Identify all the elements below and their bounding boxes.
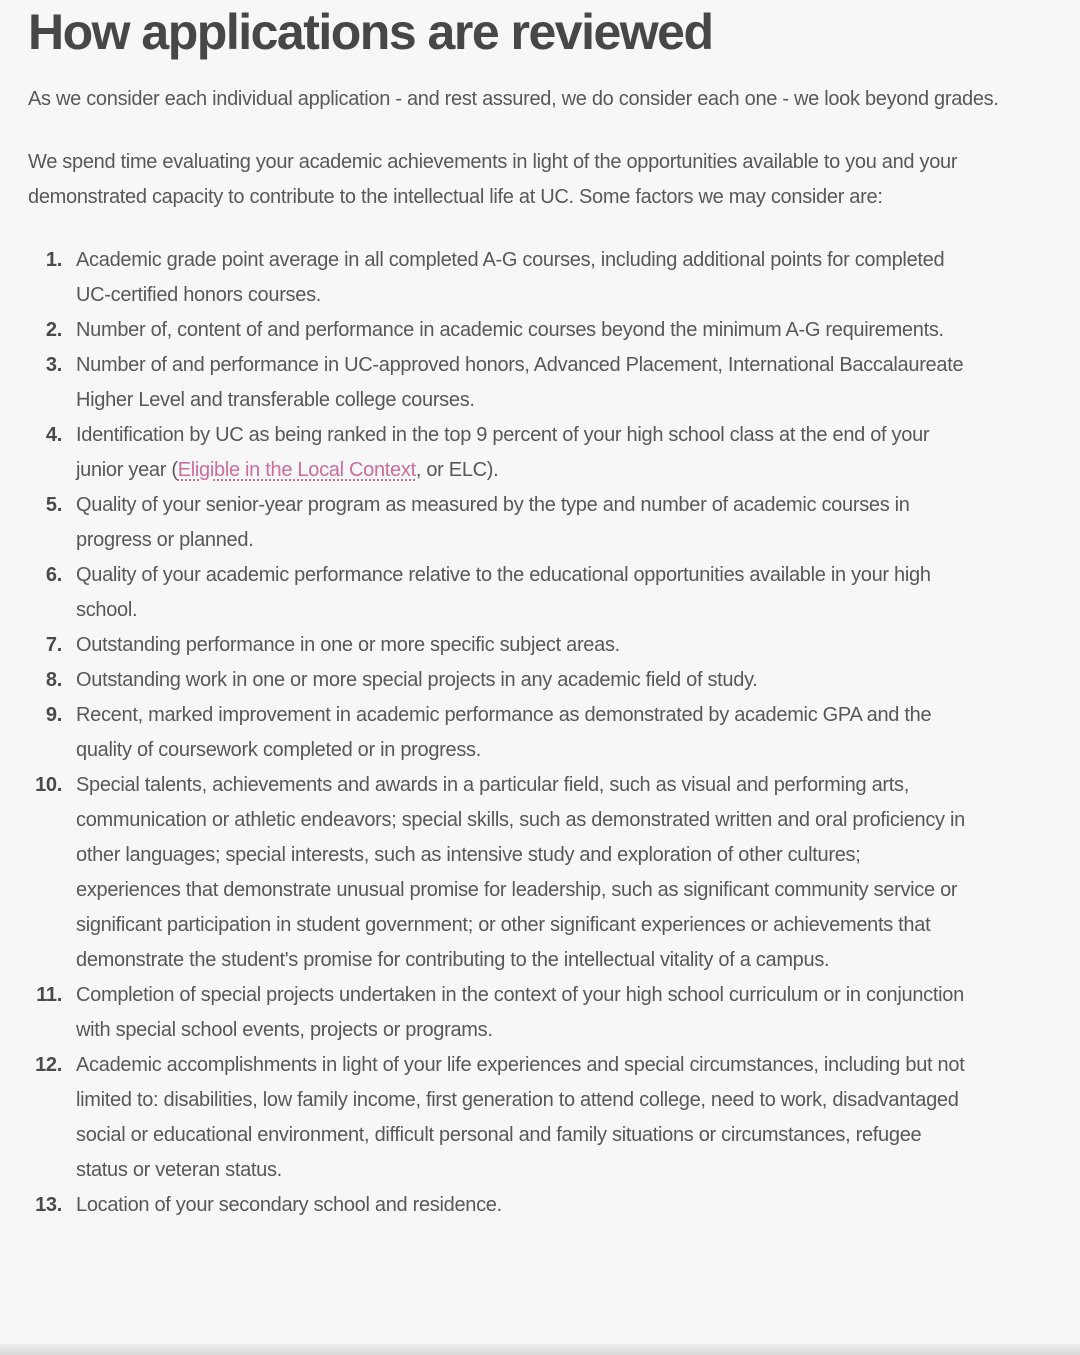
factor-text — [76, 768, 968, 978]
factor-item — [28, 1048, 1034, 1188]
factor-text-segment: Number of and performance in UC-approved honors, Advanced Placement, International Baccalaureate Higher Level and transferable college courses. — [76, 353, 964, 411]
factor-item — [28, 488, 1034, 558]
factor-text — [76, 1048, 968, 1188]
factor-text — [76, 558, 968, 628]
factor-text-segment: Academic grade point average in all completed A-G courses, including additional points for completed UC-certified honors courses. — [76, 248, 945, 306]
factor-text-segment: Quality of your senior-year program as measured by the type and number of academic courses in progress or planned. — [76, 493, 910, 551]
factor-number: 12. — [35, 1053, 62, 1076]
factor-number: 2. — [45, 318, 62, 341]
factor-text-segment: Academic accomplishments in light of your life experiences and special circumstances, including but not limited to: disabilities, low family income, first generation to attend college, need to work, disadvantaged social or educational environment, difficult personal and family situations or circumstances, refugee status or veteran status. — [76, 1053, 965, 1181]
factor-text — [76, 418, 968, 488]
factor-text-segment: Identification by UC as being ranked in the top 9 percent of your high school class at the end of your junior year ( — [76, 423, 930, 481]
factor-item — [28, 978, 1034, 1048]
factor-text — [76, 348, 968, 418]
factor-text-segment: Number of, content of and performance in academic courses beyond the minimum A-G requirements. — [76, 318, 944, 341]
factor-text-segment: Recent, marked improvement in academic performance as demonstrated by academic GPA and the quality of coursework completed or in progress. — [76, 703, 932, 761]
factor-text — [76, 663, 968, 698]
factor-text-segment: Completion of special projects undertaken in the context of your high school curriculum or in conjunction with special school events, projects or programs. — [76, 983, 964, 1041]
elc-link[interactable]: Eligible in the Local Context — [177, 458, 416, 481]
intro-paragraph-2: We spend time evaluating your academic achievements in light of the opportunities available to you and your demonstrated capacity to contribute to the intellectual life at UC. Some factors we may consider are: — [28, 150, 958, 208]
factor-item — [28, 418, 1034, 488]
page-title: How applications are reviewed — [28, 4, 713, 60]
factor-number: 7. — [45, 633, 62, 656]
factor-text-segment: Quality of your academic performance relative to the educational opportunities available in your high school. — [76, 563, 931, 621]
factor-item — [28, 558, 1034, 628]
factor-item — [28, 243, 1034, 313]
factor-item — [28, 313, 1034, 348]
factor-number: 4. — [45, 423, 62, 446]
factor-item — [28, 698, 1034, 768]
factor-text-segment: , or ELC). — [415, 458, 499, 481]
factors-list — [28, 243, 1034, 1223]
factor-text — [76, 698, 968, 768]
factor-text — [76, 243, 968, 313]
factor-number: 11. — [36, 983, 62, 1006]
factor-text-segment: Outstanding performance in one or more specific subject areas. — [76, 633, 620, 656]
factor-text — [76, 313, 968, 348]
factor-text — [76, 488, 968, 558]
factor-item — [28, 628, 1034, 663]
factor-item — [28, 663, 1034, 698]
factor-text-segment: Outstanding work in one or more special projects in any academic field of study. — [76, 668, 758, 691]
factor-item — [28, 1188, 1034, 1223]
factor-number: 6. — [45, 563, 62, 586]
factor-item — [28, 348, 1034, 418]
factor-text-segment: Location of your secondary school and residence. — [76, 1193, 502, 1216]
page-bottom-edge — [0, 1344, 1080, 1355]
factor-number: 9. — [45, 703, 62, 726]
factor-text-segment: Special talents, achievements and awards in a particular field, such as visual and performing arts, communication or athletic endeavors; special skills, such as demonstrated written and oral proficiency in other languages; special interests, such as intensive study and exploration of other cultures; experiences that demonstrate unusual promise for leadership, such as significant community service or significant participation in student government; or other significant experiences or achievements that demonstrate the student's promise for contributing to the intellectual vitality of a campus. — [76, 773, 965, 971]
factor-text — [76, 1188, 968, 1223]
factor-item — [28, 768, 1034, 978]
intro-paragraph-1: As we consider each individual application - and rest assured, we do consider each one - we look beyond grades. — [28, 87, 999, 110]
factor-number: 10. — [35, 773, 62, 796]
factor-number: 3. — [45, 353, 62, 376]
factor-number: 5. — [45, 493, 62, 516]
factor-number: 1. — [45, 248, 62, 271]
factor-number: 13. — [35, 1193, 62, 1216]
factor-text — [76, 628, 968, 663]
factor-text — [76, 978, 968, 1048]
factor-number: 8. — [45, 668, 62, 691]
